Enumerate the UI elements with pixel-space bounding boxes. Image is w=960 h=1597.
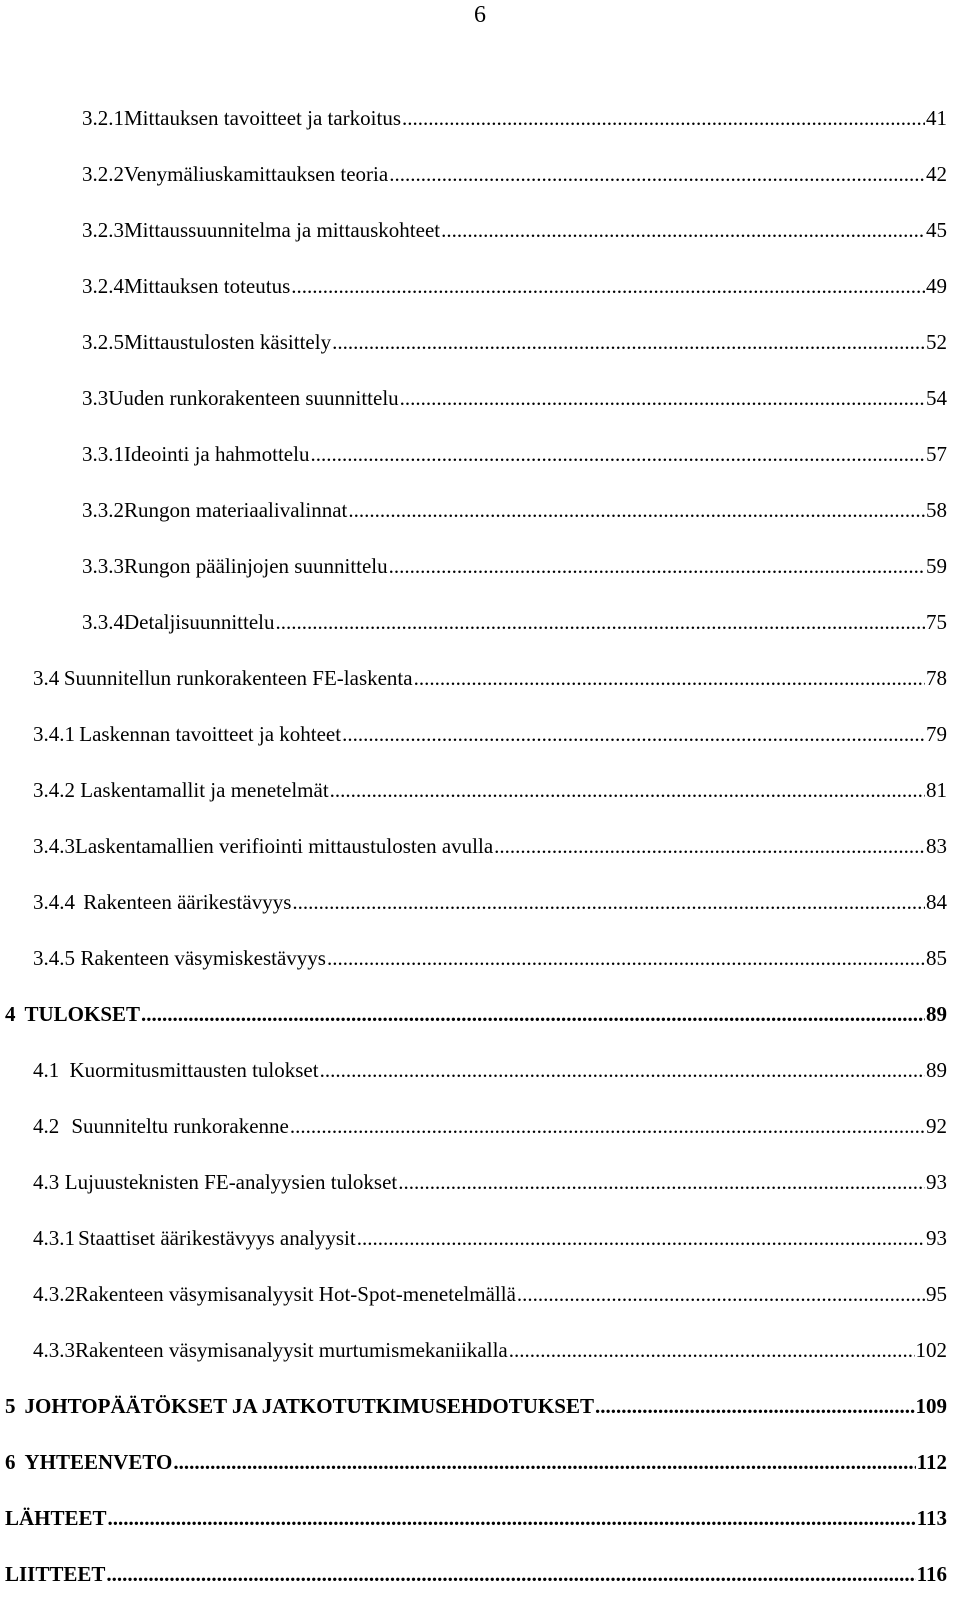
toc-number: 3.3 (82, 386, 109, 410)
toc-number: 6 (5, 1450, 16, 1474)
toc-number: 4.3 (33, 1170, 60, 1194)
toc-page-number: 75 (926, 610, 947, 634)
toc-row (0, 773, 960, 813)
toc-entry[interactable] (82, 497, 947, 523)
page-number: 6 (474, 2, 486, 28)
toc-number: 4.2 (33, 1114, 60, 1138)
toc-entry[interactable] (82, 609, 947, 635)
toc-row (0, 493, 960, 533)
toc-number: 4.3.2 (33, 1282, 75, 1306)
toc-page-number: 81 (926, 778, 947, 802)
dot-leader (389, 161, 925, 187)
toc-title: Ideointi ja hahmottelu (124, 442, 310, 466)
toc-title: Mittaustulosten käsittely (124, 330, 332, 354)
toc-row (0, 437, 960, 477)
toc-entry[interactable] (33, 721, 947, 747)
dot-leader (398, 1169, 925, 1195)
dot-leader (400, 385, 925, 411)
toc-row (0, 1445, 960, 1485)
toc-page-number: 95 (926, 1282, 947, 1306)
toc-entry[interactable] (5, 1561, 947, 1587)
toc-title: Venymäliuskamittauksen teoria (124, 162, 389, 186)
toc-row (0, 1277, 960, 1317)
dot-leader (348, 497, 925, 523)
toc-row (0, 325, 960, 365)
toc-row (0, 1557, 960, 1597)
toc-page-number: 93 (926, 1226, 947, 1250)
toc-number: 3.2.4 (82, 274, 124, 298)
toc-entry[interactable] (82, 329, 947, 355)
toc-page-number: 79 (926, 722, 947, 746)
toc-number: 3.2.5 (82, 330, 124, 354)
toc-page-number: 45 (926, 218, 947, 242)
toc-number: 4.1 (33, 1058, 60, 1082)
dot-leader (291, 273, 925, 299)
toc-entry[interactable] (33, 1057, 947, 1083)
toc-entry[interactable] (82, 441, 947, 467)
toc-title: Mittauksen tavoitteet ja tarkoitus (124, 106, 402, 130)
toc-entry[interactable] (33, 833, 947, 859)
toc-row (0, 213, 960, 253)
toc-row (0, 101, 960, 141)
toc-row (0, 1501, 960, 1541)
toc-page-number: 41 (926, 106, 947, 130)
toc-entry[interactable] (33, 665, 947, 691)
toc-title: Suunniteltu runkorakenne (71, 1114, 289, 1138)
toc-title: Rakenteen väsymisanalyysit murtumismekaniikalla (75, 1338, 508, 1362)
toc-row (0, 661, 960, 701)
toc-row (0, 1109, 960, 1149)
toc-title: Laskennan tavoitteet ja kohteet (79, 722, 342, 746)
toc-title: Suunnitellun runkorakenteen FE-laskenta (63, 666, 413, 690)
toc-row (0, 1333, 960, 1373)
dot-leader (275, 609, 925, 635)
toc-entry[interactable] (33, 1169, 947, 1195)
dot-leader (330, 777, 925, 803)
dot-leader (414, 665, 925, 691)
toc-entry[interactable] (5, 1505, 947, 1531)
dot-leader (106, 1561, 915, 1587)
toc-page-number: 85 (925, 946, 947, 970)
toc-title: Detaljisuunnittelu (124, 610, 275, 634)
toc-title: Rungon päälinjojen suunnittelu (124, 554, 388, 578)
toc-page-number: 89 (926, 1058, 947, 1082)
toc-page-number: 83 (926, 834, 947, 858)
toc-row (0, 1165, 960, 1205)
toc-number: 3.4.3 (33, 834, 75, 858)
toc-row (0, 885, 960, 925)
toc-page-number: 84 (926, 890, 947, 914)
toc-number: 3.3.4 (82, 610, 124, 634)
toc-entry[interactable] (33, 889, 947, 915)
toc-number: 3.4.4 (33, 890, 75, 914)
toc-entry[interactable] (5, 1393, 947, 1419)
dot-leader (517, 1281, 925, 1307)
toc-row (0, 157, 960, 197)
toc-title: Kuormitusmittausten tulokset (69, 1058, 319, 1082)
toc-number: 3.4.5 (33, 946, 75, 970)
toc-row (0, 269, 960, 309)
toc-row (0, 941, 960, 981)
toc-title: Rakenteen väsymiskestävyys (80, 946, 326, 970)
toc-entry[interactable] (33, 945, 947, 971)
toc-row (0, 1389, 960, 1429)
toc-number: 3.2.3 (82, 218, 124, 242)
toc-page-number: 113 (916, 1506, 947, 1530)
toc-page-number: 112 (916, 1450, 947, 1474)
toc-page-number: 52 (926, 330, 947, 354)
toc-page-number: 102 (915, 1338, 947, 1362)
toc-title: Laskentamallien verifiointi mittaustulosten avulla (75, 834, 494, 858)
dot-leader (441, 217, 925, 243)
toc-row (0, 1053, 960, 1093)
dot-leader (327, 945, 925, 971)
toc-number: 3.3.3 (82, 554, 124, 578)
toc-title: Laskentamallit ja menetelmät (80, 778, 329, 802)
toc-title: LIITTEET (5, 1562, 106, 1586)
toc-title: LÄHTEET (5, 1506, 107, 1530)
toc-entry[interactable] (33, 777, 947, 803)
toc-title: Staattiset äärikestävyys analyysit (78, 1226, 356, 1250)
dot-leader (494, 833, 925, 859)
toc-row (0, 605, 960, 645)
toc-page-number: 116 (916, 1562, 947, 1586)
dot-leader (108, 1505, 916, 1531)
toc-page-number: 58 (926, 498, 947, 522)
toc-number: 3.4.1 (33, 722, 75, 746)
toc-entry[interactable] (82, 217, 947, 243)
toc-entry[interactable] (5, 1449, 947, 1475)
dot-leader (290, 1113, 925, 1139)
dot-leader (509, 1337, 915, 1363)
toc-entry[interactable] (82, 161, 947, 187)
toc-entry[interactable] (5, 1001, 947, 1027)
toc-title: JOHTOPÄÄTÖKSET JA JATKOTUTKIMUSEHDOTUKSET (24, 1394, 594, 1418)
toc-row (0, 1221, 960, 1261)
toc-row (0, 829, 960, 869)
toc-title: Mittauksen toteutus (124, 274, 291, 298)
toc-number: 4.3.1 (33, 1226, 75, 1250)
toc-title: Uuden runkorakenteen suunnittelu (108, 386, 399, 410)
toc-number: 3.4 (33, 666, 60, 690)
dot-leader (320, 1057, 925, 1083)
toc-page-number: 93 (926, 1170, 947, 1194)
dot-leader (402, 105, 925, 131)
toc-page-number: 92 (926, 1114, 947, 1138)
toc-entry[interactable] (82, 273, 947, 299)
toc-entry[interactable] (33, 1337, 947, 1363)
toc-entry[interactable] (82, 385, 947, 411)
toc-entry[interactable] (82, 105, 947, 131)
dot-leader (595, 1393, 915, 1419)
toc-number: 3.4.2 (33, 778, 75, 802)
toc-title: Rungon materiaalivalinnat (124, 498, 348, 522)
toc-row (0, 549, 960, 589)
toc-title: Lujuusteknisten FE-analyysien tulokset (64, 1170, 398, 1194)
toc-page-number: 49 (926, 274, 947, 298)
toc-page-number: 109 (915, 1394, 947, 1418)
toc-number: 3.3.1 (82, 442, 124, 466)
toc-number: 3.3.2 (82, 498, 124, 522)
toc-number: 3.2.1 (82, 106, 124, 130)
toc-title: TULOKSET (24, 1002, 141, 1026)
toc-page-number: 54 (926, 386, 947, 410)
toc-title: Mittaussuunnitelma ja mittauskohteet (124, 218, 441, 242)
toc-page-number: 42 (926, 162, 947, 186)
toc-title: Rakenteen väsymisanalyysit Hot-Spot-menetelmällä (75, 1282, 516, 1306)
toc-number: 4 (5, 1002, 16, 1026)
toc-row (0, 717, 960, 757)
toc-entry[interactable] (33, 1225, 947, 1251)
dot-leader (310, 441, 925, 467)
toc-page-number: 78 (926, 666, 947, 690)
dot-leader (141, 1001, 925, 1027)
toc-number: 3.2.2 (82, 162, 124, 186)
dot-leader (342, 721, 925, 747)
toc-page-number: 59 (926, 554, 947, 578)
toc-row (0, 381, 960, 421)
toc-title: YHTEENVETO (24, 1450, 173, 1474)
toc-page-number: 89 (926, 1002, 947, 1026)
toc-title: Rakenteen äärikestävyys (83, 890, 292, 914)
toc-number: 5 (5, 1394, 16, 1418)
toc-entry[interactable] (33, 1113, 947, 1139)
dot-leader (292, 889, 925, 915)
dot-leader (389, 553, 925, 579)
dot-leader (357, 1225, 925, 1251)
toc-entry[interactable] (33, 1281, 947, 1307)
dot-leader (332, 329, 925, 355)
toc-entry[interactable] (82, 553, 947, 579)
toc-page-number: 57 (926, 442, 947, 466)
toc-number: 4.3.3 (33, 1338, 75, 1362)
toc-row (0, 997, 960, 1037)
dot-leader (173, 1449, 915, 1475)
